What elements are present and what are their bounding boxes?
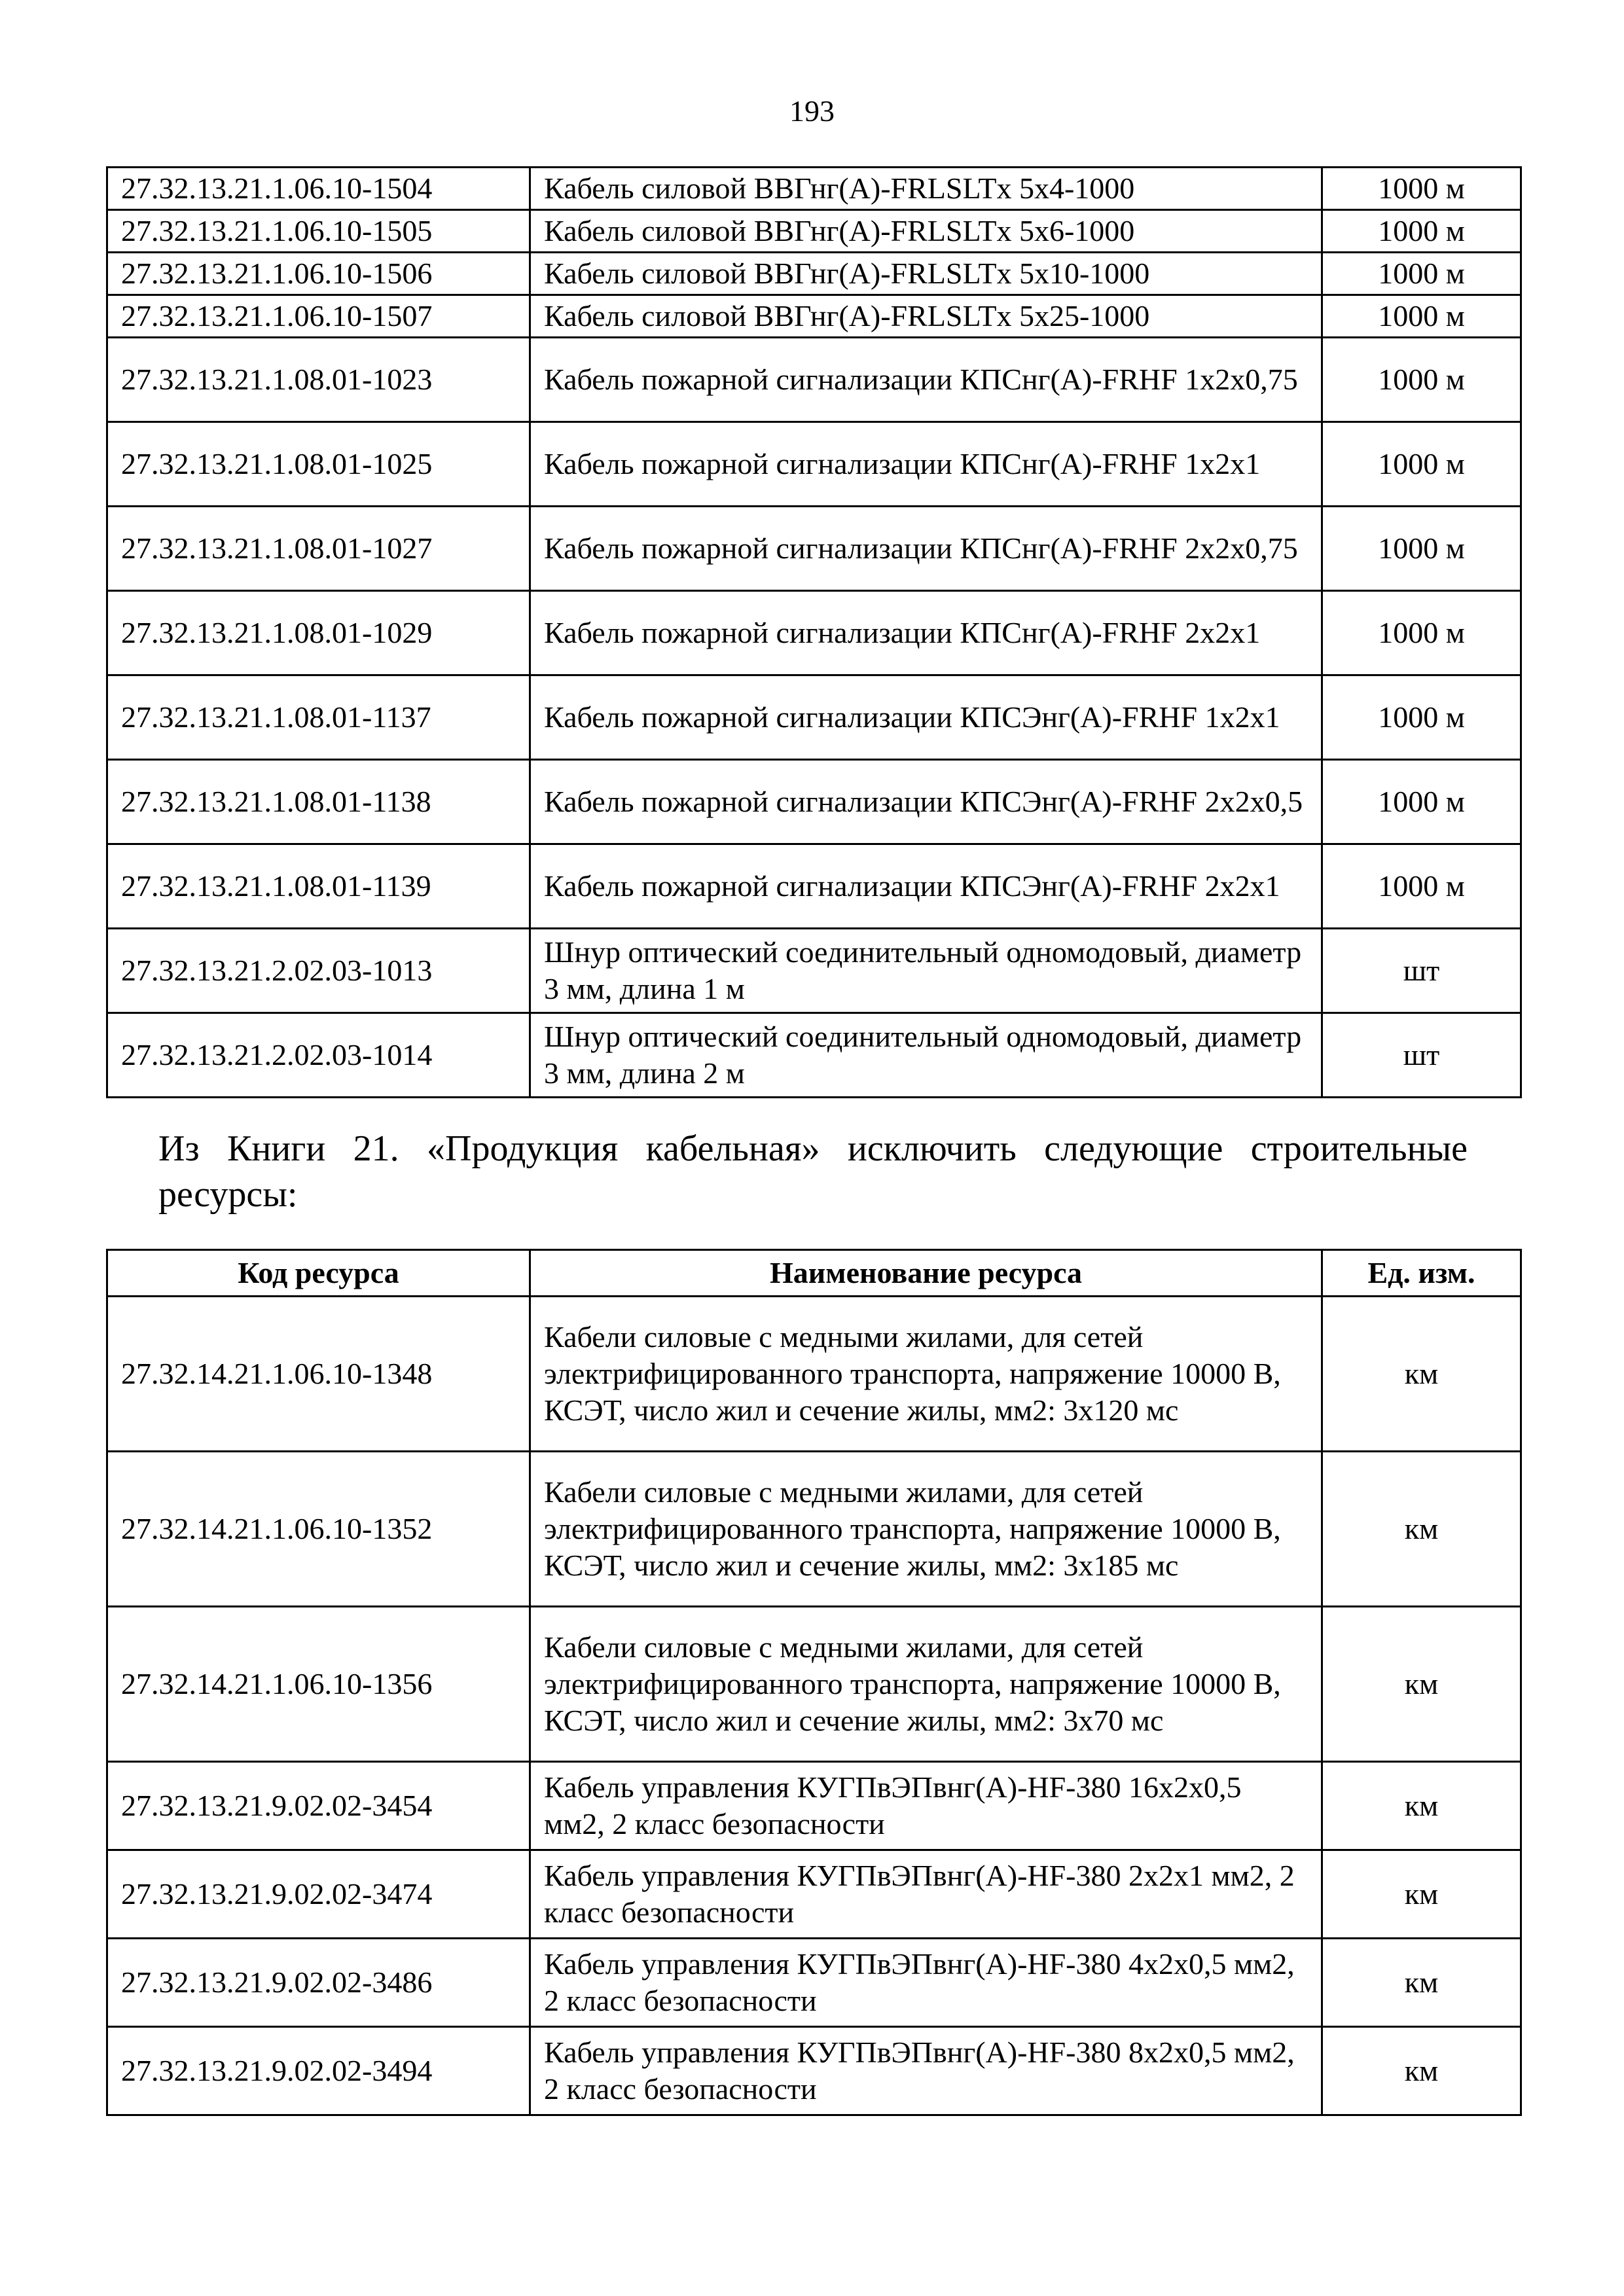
header-code: Код ресурса bbox=[107, 1250, 530, 1297]
table-row bbox=[107, 1607, 1521, 1762]
resource-unit: 1000 м bbox=[1322, 210, 1521, 253]
resource-name: Шнур оптический соединительный одномодовый, диаметр 3 мм, длина 2 м bbox=[530, 1013, 1322, 1098]
resource-code: 27.32.13.21.1.06.10-1506 bbox=[107, 253, 530, 295]
table-row bbox=[107, 507, 1521, 591]
resource-unit: 1000 м bbox=[1322, 422, 1521, 507]
resource-code: 27.32.13.21.2.02.03-1014 bbox=[107, 1013, 530, 1098]
resource-unit: 1000 м bbox=[1322, 844, 1521, 929]
resource-unit: км bbox=[1322, 2027, 1521, 2115]
resource-code: 27.32.14.21.1.06.10-1356 bbox=[107, 1607, 530, 1762]
table-row bbox=[107, 1297, 1521, 1452]
resource-unit: 1000 м bbox=[1322, 760, 1521, 844]
resource-unit: км bbox=[1322, 1607, 1521, 1762]
table-row bbox=[107, 1762, 1521, 1850]
resource-name: Кабель управления КУГПвЭПвнг(А)-HF-380 2x2x1 мм2, 2 класс безопасности bbox=[530, 1850, 1322, 1939]
resource-table-continued bbox=[106, 166, 1522, 1098]
resource-unit: 1000 м bbox=[1322, 675, 1521, 760]
resource-unit: км bbox=[1322, 1850, 1521, 1939]
resource-unit: 1000 м bbox=[1322, 168, 1521, 210]
table-row bbox=[107, 929, 1521, 1013]
table-row bbox=[107, 210, 1521, 253]
table-header-row bbox=[107, 1250, 1521, 1297]
resource-name: Кабель пожарной сигнализации КПСнг(А)-FRHF 1x2x0,75 bbox=[530, 338, 1322, 422]
resource-unit: 1000 м bbox=[1322, 295, 1521, 338]
resource-code: 27.32.13.21.1.08.01-1139 bbox=[107, 844, 530, 929]
resource-name: Кабель пожарной сигнализации КПСЭнг(А)-FRHF 2x2x1 bbox=[530, 844, 1322, 929]
resource-unit: 1000 м bbox=[1322, 253, 1521, 295]
resource-name: Кабель силовой ВВГнг(А)-FRLSLTx 5x4-1000 bbox=[530, 168, 1322, 210]
resource-code: 27.32.13.21.9.02.02-3486 bbox=[107, 1939, 530, 2027]
resource-unit: шт bbox=[1322, 929, 1521, 1013]
resource-name: Кабель пожарной сигнализации КПСнг(А)-FRHF 1x2x1 bbox=[530, 422, 1322, 507]
resource-code: 27.32.13.21.9.02.02-3454 bbox=[107, 1762, 530, 1850]
table-row bbox=[107, 338, 1521, 422]
table-row bbox=[107, 295, 1521, 338]
resource-name: Кабель силовой ВВГнг(А)-FRLSLTx 5x6-1000 bbox=[530, 210, 1322, 253]
excluded-resources-table bbox=[106, 1249, 1522, 2116]
resource-code: 27.32.13.21.1.08.01-1025 bbox=[107, 422, 530, 507]
page-number: 193 bbox=[789, 94, 835, 128]
table-row bbox=[107, 1013, 1521, 1098]
table-row bbox=[107, 1939, 1521, 2027]
resource-code: 27.32.13.21.2.02.03-1013 bbox=[107, 929, 530, 1013]
header-unit: Ед. изм. bbox=[1322, 1250, 1521, 1297]
resource-name: Кабель пожарной сигнализации КПСЭнг(А)-FRHF 2x2x0,5 bbox=[530, 760, 1322, 844]
resource-code: 27.32.13.21.1.08.01-1023 bbox=[107, 338, 530, 422]
resource-name: Кабели силовые с медными жилами, для сетей электрифицированного транспорта, напряжение 10000 В, КСЭТ, число жил и сечение жилы, мм2: 3x120 мс bbox=[530, 1297, 1322, 1452]
resource-code: 27.32.13.21.1.08.01-1138 bbox=[107, 760, 530, 844]
resource-name: Кабель пожарной сигнализации КПСЭнг(А)-FRHF 1x2x1 bbox=[530, 675, 1322, 760]
resource-name: Кабель пожарной сигнализации КПСнг(А)-FRHF 2x2x1 bbox=[530, 591, 1322, 675]
table-row bbox=[107, 422, 1521, 507]
table-row bbox=[107, 591, 1521, 675]
resource-code: 27.32.13.21.1.08.01-1029 bbox=[107, 591, 530, 675]
resource-code: 27.32.13.21.1.08.01-1027 bbox=[107, 507, 530, 591]
resource-unit: 1000 м bbox=[1322, 591, 1521, 675]
table-row bbox=[107, 1850, 1521, 1939]
resource-code: 27.32.13.21.1.06.10-1504 bbox=[107, 168, 530, 210]
resource-name: Кабели силовые с медными жилами, для сетей электрифицированного транспорта, напряжение 10000 В, КСЭТ, число жил и сечение жилы, мм2: 3x185 мс bbox=[530, 1452, 1322, 1607]
table-row bbox=[107, 253, 1521, 295]
table-row bbox=[107, 760, 1521, 844]
resource-name: Шнур оптический соединительный одномодовый, диаметр 3 мм, длина 1 м bbox=[530, 929, 1322, 1013]
table-row bbox=[107, 2027, 1521, 2115]
resource-unit: 1000 м bbox=[1322, 338, 1521, 422]
resource-code: 27.32.14.21.1.06.10-1352 bbox=[107, 1452, 530, 1607]
table-row bbox=[107, 1452, 1521, 1607]
table-row bbox=[107, 168, 1521, 210]
resource-unit: 1000 м bbox=[1322, 507, 1521, 591]
resource-name: Кабель силовой ВВГнг(А)-FRLSLTx 5x25-1000 bbox=[530, 295, 1322, 338]
exclusion-paragraph: Из Книги 21. «Продукция кабельная» исключить следующие строительные ресурсы: bbox=[158, 1128, 1468, 1215]
resource-code: 27.32.13.21.9.02.02-3494 bbox=[107, 2027, 530, 2115]
resource-unit: км bbox=[1322, 1939, 1521, 2027]
resource-code: 27.32.13.21.1.06.10-1507 bbox=[107, 295, 530, 338]
table-row bbox=[107, 675, 1521, 760]
resource-code: 27.32.13.21.1.08.01-1137 bbox=[107, 675, 530, 760]
resource-name: Кабель пожарной сигнализации КПСнг(А)-FRHF 2x2x0,75 bbox=[530, 507, 1322, 591]
resource-unit: шт bbox=[1322, 1013, 1521, 1098]
resource-unit: км bbox=[1322, 1762, 1521, 1850]
resource-unit: км bbox=[1322, 1297, 1521, 1452]
table-row bbox=[107, 844, 1521, 929]
resource-unit: км bbox=[1322, 1452, 1521, 1607]
resource-name: Кабель управления КУГПвЭПвнг(А)-HF-380 16x2x0,5 мм2, 2 класс безопасности bbox=[530, 1762, 1322, 1850]
resource-code: 27.32.13.21.9.02.02-3474 bbox=[107, 1850, 530, 1939]
resource-code: 27.32.13.21.1.06.10-1505 bbox=[107, 210, 530, 253]
resource-name: Кабель управления КУГПвЭПвнг(А)-HF-380 8x2x0,5 мм2, 2 класс безопасности bbox=[530, 2027, 1322, 2115]
header-name: Наименование ресурса bbox=[530, 1250, 1322, 1297]
resource-name: Кабель управления КУГПвЭПвнг(А)-HF-380 4x2x0,5 мм2, 2 класс безопасности bbox=[530, 1939, 1322, 2027]
resource-name: Кабели силовые с медными жилами, для сетей электрифицированного транспорта, напряжение 10000 В, КСЭТ, число жил и сечение жилы, мм2: 3x70 мс bbox=[530, 1607, 1322, 1762]
resource-code: 27.32.14.21.1.06.10-1348 bbox=[107, 1297, 530, 1452]
resource-name: Кабель силовой ВВГнг(А)-FRLSLTx 5x10-1000 bbox=[530, 253, 1322, 295]
